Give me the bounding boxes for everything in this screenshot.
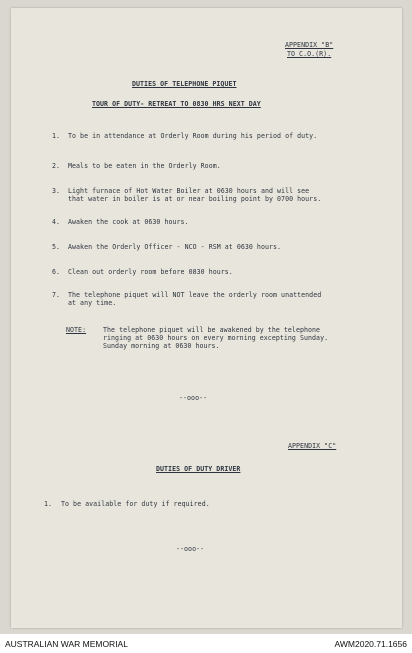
document-title: DUTIES OF TELEPHONE PIQUET (132, 80, 237, 88)
note-text: The telephone piquet will be awakened by the telephone (103, 326, 321, 334)
item-text: Awaken the cook at 0630 hours. (68, 218, 189, 226)
item-text: Awaken the Orderly Officer - NCO - RSM at 0630 hours. (68, 243, 282, 251)
footer-catalog-id: AWM2020.71.1656 (334, 639, 407, 649)
item-text: Clean out orderly room before 0830 hours. (68, 268, 233, 276)
appendix-b-label: APPENDIX "B" (285, 41, 334, 49)
note-label: NOTE: (66, 326, 87, 334)
note-text: ringing at 0630 hours on every morning excepting Sunday. (103, 334, 329, 342)
item-number: 3. (52, 187, 61, 195)
item-text: that water in boiler is at or near boiling point by 0700 hours. (68, 195, 322, 203)
footer-institution: AUSTRALIAN WAR MEMORIAL (5, 639, 128, 649)
item-number: 2. (52, 162, 61, 170)
appendix-b-reference: TO C.O.(R). (287, 50, 332, 58)
footer-bar (0, 634, 412, 653)
document-subtitle: TOUR OF DUTY- RETREAT TO 0830 HRS NEXT DAY (92, 100, 261, 108)
appendix-c-label: APPENDIX "C" (288, 442, 337, 450)
item-text: Light furnace of Hot Water Boiler at 0630 hours and will see (68, 187, 310, 195)
item-number: 7. (52, 291, 61, 299)
item-number: 1. (52, 132, 61, 140)
item-number: 6. (52, 268, 61, 276)
item-text: To be available for duty if required. (61, 500, 210, 508)
item-number: 5. (52, 243, 61, 251)
item-text: at any time. (68, 299, 117, 307)
item-text: The telephone piquet will NOT leave the orderly room unattended (68, 291, 322, 299)
item-text: To be in attendance at Orderly Room during his period of duty. (68, 132, 318, 140)
note-text: Sunday morning at 0630 hours. (103, 342, 220, 350)
section-title-duty-driver: DUTIES OF DUTY DRIVER (156, 465, 241, 473)
item-number: 4. (52, 218, 61, 226)
item-text: Meals to be eaten in the Orderly Room. (68, 162, 221, 170)
item-number: 1. (44, 500, 53, 508)
separator: --ooo-- (176, 545, 205, 553)
document-page (11, 8, 402, 628)
separator: --ooo-- (179, 394, 208, 402)
